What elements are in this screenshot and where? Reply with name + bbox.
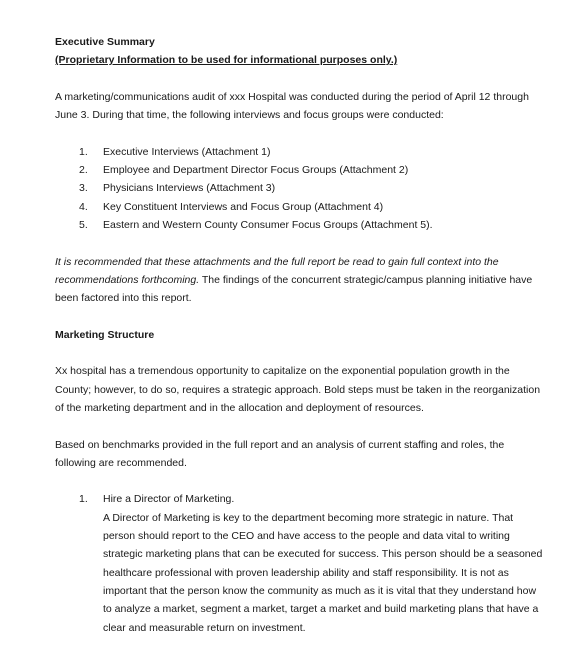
spacer [55,417,545,435]
recommendation-paragraph [55,253,545,308]
spacer [55,344,545,362]
marketing-structure-heading: Marketing Structure [55,328,155,341]
document-body [55,33,545,637]
list-text: Physicians Interviews (Attachment 3) [103,182,276,195]
recommendation-content [103,490,545,636]
list-item [55,179,545,197]
recommendation-italic: It is recommended that these attachments and the full report be read to gain full context into the recommendations forthcoming. [55,255,499,286]
recommendation-title: Hire a Director of Marketing. [103,493,235,506]
executive-summary-heading: Executive Summary [55,36,155,48]
list-number: 4. [79,200,88,213]
list-item [55,216,545,234]
proprietary-note: (Proprietary Information to be used for informational purposes only.) [55,54,398,67]
recommendation-number: 1. [79,493,88,506]
list-text: Employee and Department Director Focus Groups (Attachment 2) [103,164,409,177]
attachments-list [55,143,545,234]
spacer [55,70,545,88]
list-number: 1. [79,145,88,158]
spacer [55,234,545,252]
list-text: Executive Interviews (Attachment 1) [103,145,271,158]
list-item [55,198,545,216]
spacer [55,307,545,325]
recommendation-body: A Director of Marketing is key to the department becoming more strategic in nature. That person should report to the CEO and have access to the people and data vital to writing strategic marketing plans that can be executed for success. This person should be a seasoned healthcare professional with proven leadership ability and staff responsibility. It is not as important that the person know the community as much as it is vital that they understand how to analyze a market, segment a market, target a market and build marketing plans that have a clear and measurable return on investment. [103,511,543,634]
list-number: 5. [79,218,88,231]
list-number: 3. [79,182,88,195]
marketing-paragraph-2: Based on benchmarks provided in the full report and an analysis of current staffing and roles, the following are recommended. [55,438,505,469]
recommendation-item [55,490,545,636]
spacer [55,124,545,142]
marketing-paragraph-1: Xx hospital has a tremendous opportunity to capitalize on the exponential population growth in the County; however, to do so, requires a strategic approach. Bold steps must be taken in the reorganization of the marketing department and in the allocation and deployment of resources. [55,365,541,414]
list-number: 2. [79,164,88,177]
list-text: Eastern and Western County Consumer Focus Groups (Attachment 5). [103,218,433,231]
list-item [55,161,545,179]
spacer [55,472,545,490]
list-text: Key Constituent Interviews and Focus Group (Attachment 4) [103,200,384,213]
recommendation-rest: The findings of the concurrent strategic/campus planning initiative have been factored into this report. [55,273,533,305]
intro-paragraph: A marketing/communications audit of xxx Hospital was conducted during the period of April 12 through June 3. During that time, the following interviews and focus groups were conducted: [55,90,529,122]
list-item [55,143,545,161]
